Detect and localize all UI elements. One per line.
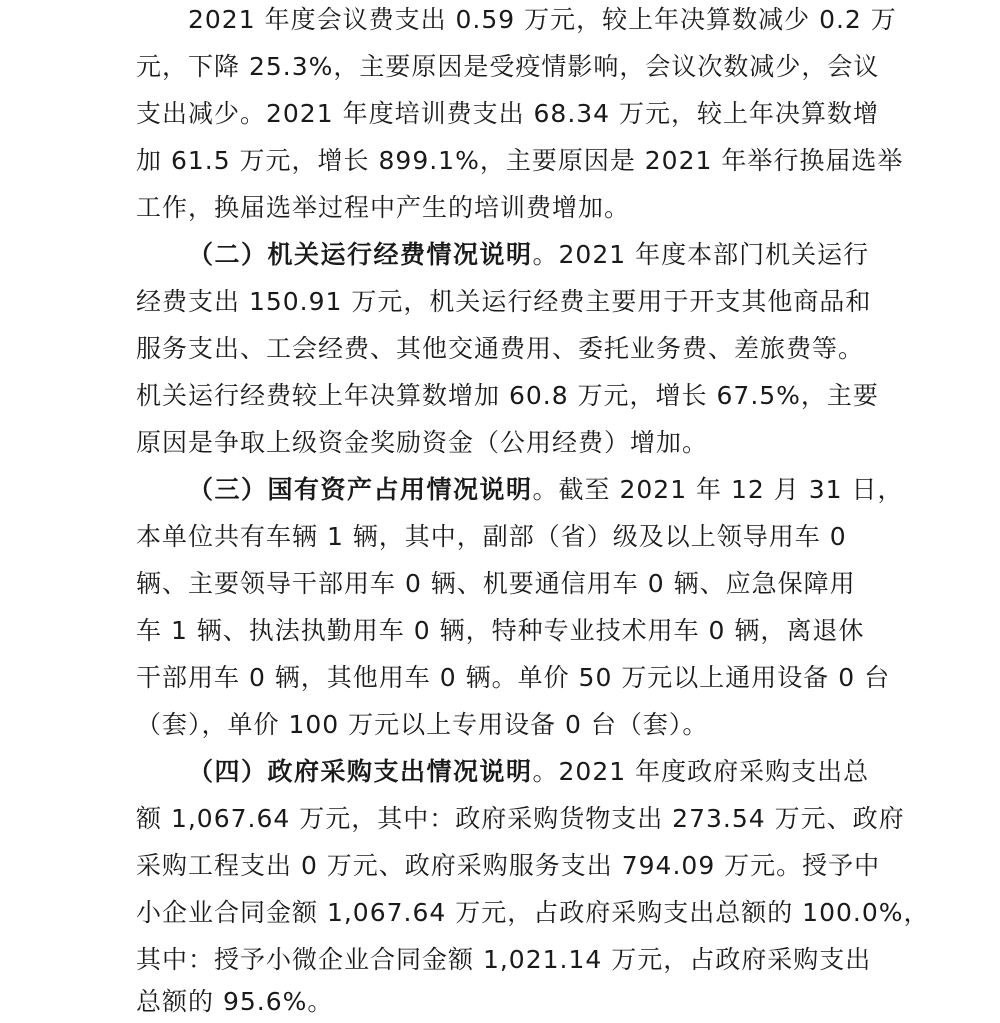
paragraph-line: 经费支出 150.91 万元，机关运行经费主要用于开支其他商品和: [136, 287, 872, 316]
paragraph-line: 元，下降 25.3%，主要原因是受疫情影响，会议次数减少，会议: [136, 52, 880, 81]
section-lead-text: 。2021 年度政府采购支出总: [532, 757, 870, 786]
section-number: （三）: [188, 475, 268, 504]
section-title: 机关运行经费情况说明: [267, 240, 533, 269]
paragraph-line: 原因是争取上级资金奖励资金（公用经费）增加。: [136, 428, 709, 457]
paragraph-line: 2021 年度会议费支出 0.59 万元，较上年决算数减少 0.2 万: [188, 5, 897, 34]
paragraph-line: 额 1,067.64 万元，其中：政府采购货物支出 273.54 万元、政府: [136, 804, 905, 833]
paragraph-line: 支出减少。2021 年度培训费支出 68.34 万元，较上年决算数增: [136, 99, 880, 128]
section-title: 国有资产占用情况说明: [267, 475, 533, 504]
section-lead-text: 。2021 年度本部门机关运行: [532, 240, 870, 269]
section-number: （二）: [188, 240, 268, 269]
paragraph-line: 服务支出、工会经费、其他交通费用、委托业务费、差旅费等。: [136, 334, 865, 363]
section-heading-3: [188, 470, 903, 510]
section-number: （四）: [188, 757, 268, 786]
paragraph-line: 机关运行经费较上年决算数增加 60.8 万元，增长 67.5%，主要: [136, 381, 879, 410]
paragraph-line: 小企业合同金额 1,067.64 万元，占政府采购支出总额的 100.0%，: [136, 898, 930, 927]
paragraph-line: 车 1 辆、执法执勤用车 0 辆，特种专业技术用车 0 辆，离退休: [136, 616, 865, 645]
paragraph-line: 加 61.5 万元，增长 899.1%，主要原因是 2021 年举行换届选举: [136, 146, 904, 175]
paragraph-line: 采购工程支出 0 万元、政府采购服务支出 794.09 万元。授予中: [136, 851, 881, 880]
paragraph-line: 干部用车 0 辆，其他用车 0 辆。单价 50 万元以上通用设备 0 台: [136, 663, 891, 692]
paragraph-line: 本单位共有车辆 1 辆，其中，副部（省）级及以上领导用车 0: [136, 522, 847, 551]
paragraph-line: （套），单价 100 万元以上专用设备 0 台（套）。: [136, 710, 709, 739]
paragraph-line: 其中：授予小微企业合同金额 1,021.14 万元，占政府采购支出: [136, 945, 872, 974]
section-heading-4: [188, 752, 869, 792]
paragraph-line: 辆、主要领导干部用车 0 辆、机要通信用车 0 辆、应急保障用: [136, 569, 856, 598]
section-heading-2: [188, 235, 869, 275]
paragraph-line: 总额的 95.6%。: [136, 987, 334, 1016]
paragraph-line: 工作，换届选举过程中产生的培训费增加。: [136, 193, 631, 222]
section-lead-text: 。截至 2021 年 12 月 31 日，: [532, 475, 904, 504]
section-title: 政府采购支出情况说明: [267, 757, 533, 786]
